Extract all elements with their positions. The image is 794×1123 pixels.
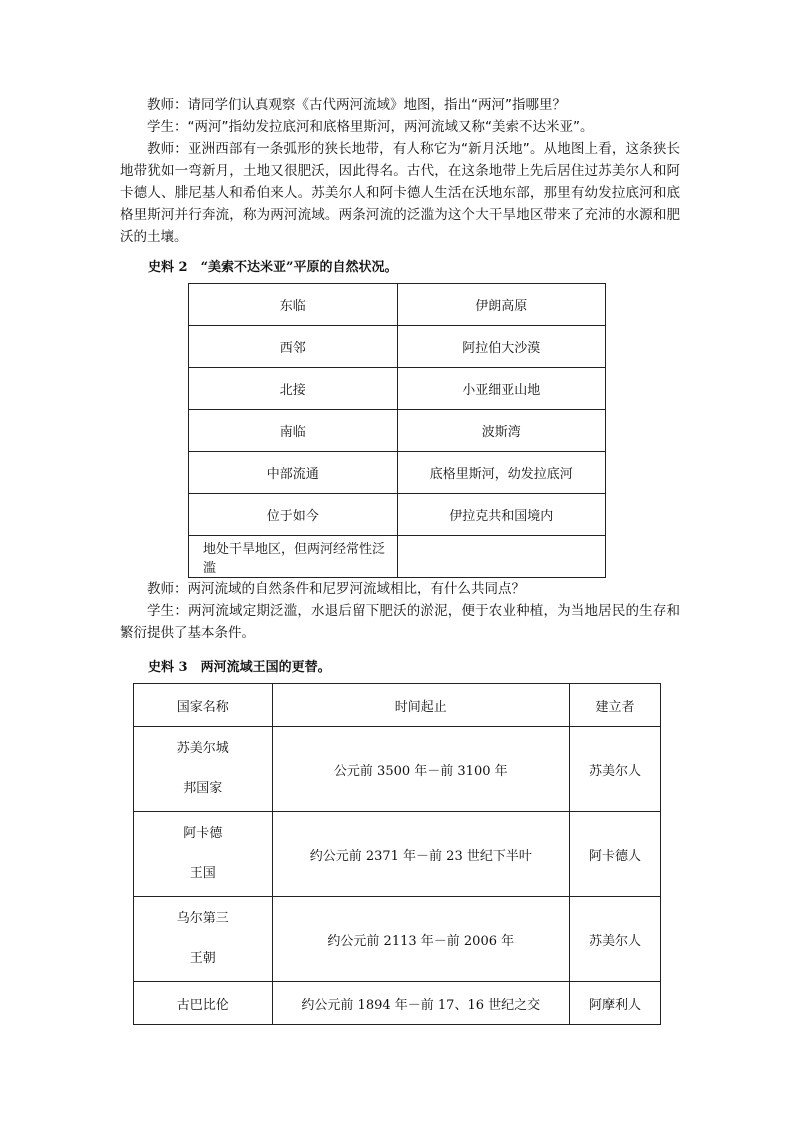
table-cell: 北接	[189, 368, 398, 410]
table-row	[189, 326, 606, 368]
table-row	[134, 897, 661, 982]
table-row	[189, 368, 606, 410]
table-cell: 南临	[189, 410, 398, 452]
kingdom-name-line: 苏美尔城	[176, 741, 229, 756]
kingdom-name-line: 阿卡德	[183, 826, 223, 841]
table-row	[189, 536, 606, 578]
table-header-row	[134, 684, 661, 727]
table-row	[189, 494, 606, 536]
table-row	[189, 452, 606, 494]
table-cell: 底格里斯河，幼发拉底河	[397, 452, 606, 494]
table-row	[134, 982, 661, 1025]
table-row	[134, 727, 661, 812]
table-cell: 小亚细亚山地	[397, 368, 606, 410]
time-cell: 公元前 3500 年－前 3100 年	[272, 727, 570, 812]
source-3-caption: 史料 3 两河流域王国的更替。	[148, 660, 331, 675]
founder-cell: 苏美尔人	[570, 897, 661, 982]
teacher-question-1: 教师：请同学们认真观察《古代两河流域》地图，指出“两河”指哪里？	[147, 97, 566, 113]
founder-cell: 阿摩利人	[570, 982, 661, 1025]
table-cell: 伊拉克共和国境内	[397, 494, 606, 536]
time-cell: 约公元前 2371 年－前 23 世纪下半叶	[272, 812, 570, 897]
kingdom-name-cell	[134, 812, 273, 897]
table-cell: 西邻	[189, 326, 398, 368]
teacher-question-2: 教师：两河流域的自然条件和尼罗河流域相比，有什么共同点？	[147, 581, 525, 597]
table-row	[189, 284, 606, 326]
time-cell: 约公元前 1894 年－前 17、16 世纪之交	[272, 982, 570, 1025]
table-row	[189, 410, 606, 452]
table-cell: 位于如今	[189, 494, 398, 536]
time-cell: 约公元前 2113 年－前 2006 年	[272, 897, 570, 982]
table-cell: 阿拉伯大沙漠	[397, 326, 606, 368]
column-header: 建立者	[570, 684, 661, 727]
column-header: 时间起止	[272, 684, 570, 727]
kingdom-name-line: 乌尔第三	[176, 911, 229, 926]
table-cell	[397, 536, 606, 578]
founder-cell: 苏美尔人	[570, 727, 661, 812]
table-cell: 伊朗高原	[397, 284, 606, 326]
kingdom-name-cell	[134, 897, 273, 982]
founder-cell: 阿卡德人	[570, 812, 661, 897]
natural-conditions-table	[188, 283, 606, 578]
column-header: 国家名称	[134, 684, 273, 727]
table-cell: 波斯湾	[397, 410, 606, 452]
source-2-caption: 史料 2 “美索不达米亚”平原的自然状况。	[148, 260, 398, 275]
table-cell: 中部流通	[189, 452, 398, 494]
table-cell: 东临	[189, 284, 398, 326]
kingdoms-table	[133, 683, 661, 1025]
teacher-explanation: 教师：亚洲西部有一条弧形的狭长地带，有人称它为“新月沃地”。从地图上看，这条狭长地带犹如一弯新月，土地又很肥沃，因此得名。古代，在这条地带上先后居住过苏美尔人和阿卡德人、腓尼基人和希伯来人。苏美尔人和阿卡德人生活在沃地东部，那里有幼发拉底河和底格里斯河并行奔流，称为两河流域。两条河流的泛滥为这个大干旱地区带来了充沛的水源和肥沃的土壤。	[120, 141, 680, 245]
student-answer-1: 学生：“两河”指幼发拉底河和底格里斯河，两河流域又称“美索不达米亚”。	[147, 119, 594, 135]
student-answer-2: 学生：两河流域定期泛滥，水退后留下肥沃的淤泥，便于农业种植，为当地居民的生存和繁衍提供了基本条件。	[120, 603, 680, 641]
kingdom-name-line: 王朝	[189, 951, 216, 966]
kingdom-name-line: 王国	[189, 866, 216, 881]
kingdom-name-line: 邦国家	[183, 781, 223, 796]
table-row	[134, 812, 661, 897]
kingdom-name-cell	[134, 727, 273, 812]
table-cell: 地处干旱地区，但两河经常性泛滥	[189, 536, 398, 578]
kingdom-name-cell: 古巴比伦	[134, 982, 273, 1025]
